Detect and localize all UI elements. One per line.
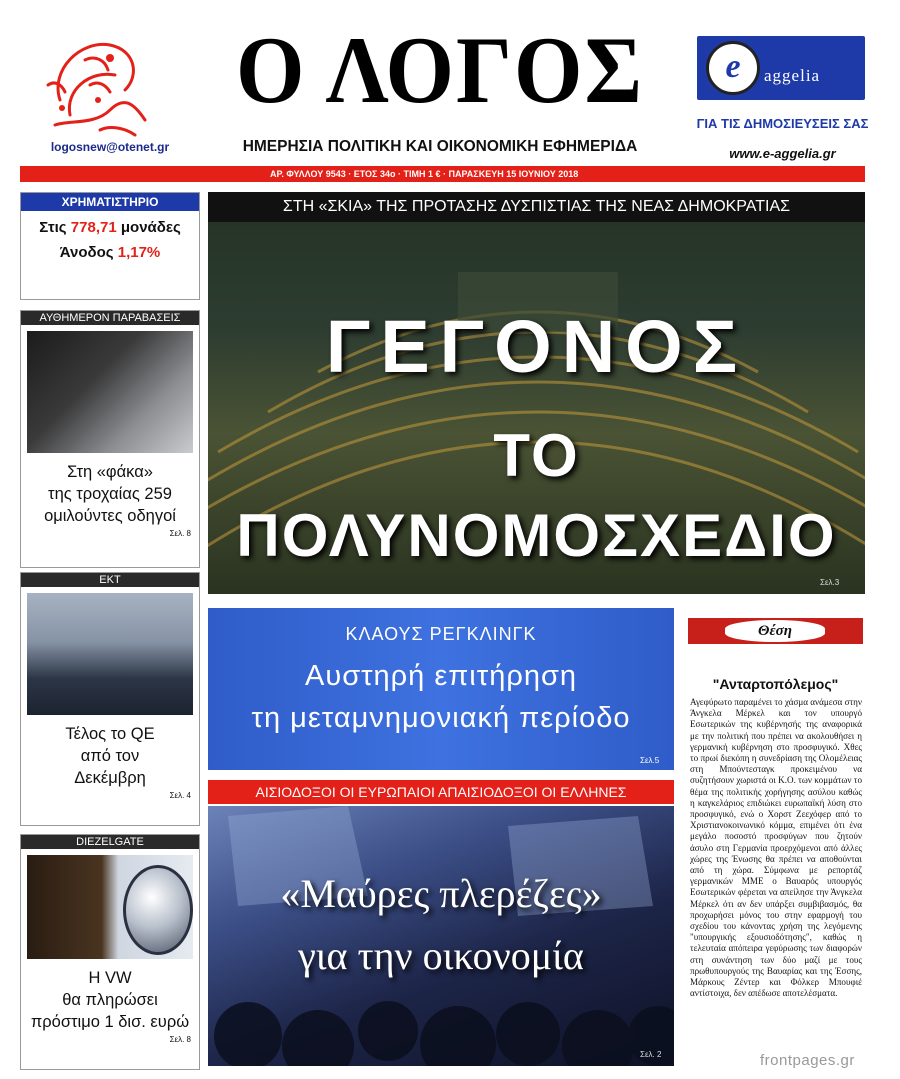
stock-box <box>20 192 200 300</box>
watermark: frontpages.gr <box>760 1052 855 1069</box>
stock-index-suffix: μονάδες <box>120 219 181 236</box>
sidebar-line: της τροχαίας 259 <box>48 485 172 503</box>
eaggelia-tagline: ΓΙΑ ΤΙΣ ΔΗΜΟΣΙΕΥΣΕΙΣ ΣΑΣ <box>696 116 869 131</box>
sidebar-line: Τέλος το QE <box>65 725 155 743</box>
vw-logo-photo <box>27 855 193 959</box>
page-reference: Σελ. 8 <box>169 1035 191 1044</box>
opinion-title: "Ανταρτοπόλεμος" <box>712 676 839 692</box>
sidebar-heading: ΑΥΘΗΜΕΡΟΝ ΠΑΡΑΒΑΣΕΙΣ <box>21 311 199 325</box>
blue-story-headline-line2: τη μεταμνημονιακή περίοδο <box>251 702 631 734</box>
blue-story-headline-line1: Αυστηρή επιτήρηση <box>305 660 577 692</box>
eaggelia-logo-word: aggelia <box>764 66 821 85</box>
traffic-photo <box>27 331 193 453</box>
opinion-label: Θέση <box>758 623 792 639</box>
page-reference: Σελ. 4 <box>169 791 191 800</box>
main-headline-line1: ΓΕΓΟΝΟΣ <box>325 305 748 388</box>
main-headline-line2: ΤΟ ΠΟΛΥΝΟΜΟΣΧΕΔΙΟ <box>236 422 837 569</box>
blue-story-kicker: ΚΛΑΟΥΣ ΡΕΓΚΛΙΝΓΚ <box>345 624 537 644</box>
bottom-story-kicker: ΑΙΣΙΟΔΟΞΟΙ ΟΙ ΕΥΡΩΠΑΙΟΙ ΑΠΑΙΣΙΟΔΟΞΟΙ ΟΙ ΕΛΛΗΝΕΣ <box>208 780 674 804</box>
stock-change-prefix: Άνοδος <box>59 244 114 261</box>
page-reference: Σελ. 2 <box>640 1050 662 1059</box>
sidebar-line: Στη «φάκα» <box>67 463 153 481</box>
sidebar-story-text <box>21 461 199 527</box>
sidebar-line: ομιλούντες οδηγοί <box>44 507 176 525</box>
main-story-kicker: ΣΤΗ «ΣΚΙΑ» ΤΗΣ ΠΡΟΤΑΣΗΣ ΔΥΣΠΙΣΤΙΑΣ ΤΗΣ ΝΕΑΣ ΔΗΜΟΚΡΑΤΙΑΣ <box>208 192 865 222</box>
sidebar-story-vw <box>20 834 200 1070</box>
newspaper-subtitle: ΗΜΕΡΗΣΙΑ ΠΟΛΙΤΙΚΗ ΚΑΙ ΟΙΚΟΝΟΜΙΚΗ ΕΦΗΜΕΡΙΔΑ <box>242 138 638 155</box>
bottom-story-headline-line1: «Μαύρες πλερέζες» <box>280 871 602 916</box>
stock-change-value: 1,17% <box>117 244 161 261</box>
newspaper-title: Ο ΛΟΓΟΣ <box>236 19 644 124</box>
sidebar-story-text <box>21 967 199 1033</box>
sidebar-heading: ΕΚΤ <box>21 573 199 587</box>
stock-index-line <box>21 219 199 236</box>
opinion-body: Αγεφύρωτο παραμένει το χάσμα ανάμεσα στην Άνγκελα Μέρκελ και τον υπουργό Εσωτερικών της κυβέρνησής της αναφορικά με την πολιτική που πρέπει να ακολουθήσει η γερμανική κυβέρνηση στο προσφυγικό. Χθες το πρωί διεκόπη η συνεδρίαση της Ολομέλειας στη Μπούντεσταγκ προκειμένου να συζητήσουν χωριστά οι Κ.Ο. των κομμάτων το θέμα της πολιτικής χορήγησης ασύλου καθώς η καγκελάριος επιδιώκει ευρωπαϊκή λύση στο προσφυγικό, ενώ ο Χορστ Ζεεχόφερ από το Χριστιανοκοινωνικό κόμμα, επιμένει ότι ένα μεγάλο ποσοστό προσφύγων που ζητούν άσυλο στη Γερμανία προερχόμενοι από άλλες χώρες της Ένωσης θα πρέπει να αποθούνται από τη χώρα. Σύμφωνα με ρεπορτάζ γερμανικών ΜΜΕ ο Βαυαρός υπουργός Εσωτερικών φέρεται να απείλησε την Άνγκελα Μέρκελ ότι αν δεν υπάρξει συμβιβασμός, θα προχωρήσει μόνος του στην εφαρμογή του σχεδίου του κάνοντας χρήση της λεγόμενης "υπουργικής εξουσιοδότησης", καθώς η τελευταία απόπειρα γεφύρωσης των διαφορών στη συνάντηση των δύο μαζί με τους πρωθυπουργούς της Βαυαρίας και της Έσσης, Μάρκους Ζέντερ και Φόλκερ Μπουφιέ αντίστοιχα, δεν απέδωσε αποτελέσματα. <box>690 697 862 999</box>
issue-line: ΑΡ. ΦΥΛΛΟΥ 9543 · ΕΤΟΣ 34ο · ΤΙΜΗ 1 € · ΠΑΡΑΣΚΕΥΗ 15 ΙΟΥΝΙΟΥ 2018 <box>270 169 579 179</box>
sidebar-story-traffic <box>20 310 200 568</box>
page-reference: Σελ.5 <box>640 756 660 765</box>
page-reference: Σελ.3 <box>820 578 840 587</box>
stock-change-line <box>21 244 199 261</box>
sidebar-line: θα πληρώσει <box>62 991 158 1009</box>
sidebar-line: πρόστιμο 1 δισ. ευρώ <box>30 1013 190 1031</box>
contact-email: logosnew@otenet.gr <box>50 140 170 154</box>
sidebar-line: Η VW <box>88 969 132 987</box>
sidebar-heading: DIEZELGATE <box>21 835 199 849</box>
sidebar-story-ecb <box>20 572 200 826</box>
stock-index-prefix: Στις <box>39 219 67 236</box>
bottom-story-headline-line2: για την οικονομία <box>298 933 584 978</box>
page-reference: Σελ. 8 <box>169 529 191 538</box>
sidebar-line: Δεκέμβρη <box>74 769 146 787</box>
sidebar-line: από τον <box>80 747 140 765</box>
eaggelia-url: www.e-aggelia.gr <box>729 146 836 161</box>
stock-heading: ΧΡΗΜΑΤΙΣΤΗΡΙΟ <box>21 193 199 211</box>
stock-index-value: 778,71 <box>70 219 117 236</box>
newspaper-logo-illustration <box>40 30 160 140</box>
eaggelia-logo-letter: e <box>725 48 741 85</box>
ecb-building-photo <box>27 593 193 715</box>
sidebar-story-text <box>21 723 199 789</box>
vw-logo-icon <box>123 865 193 955</box>
